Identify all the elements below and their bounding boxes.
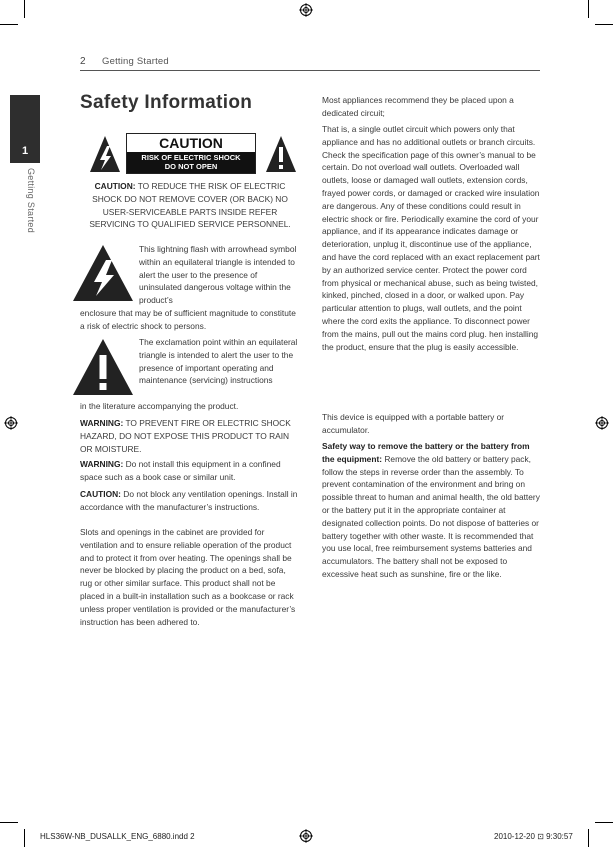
registration-mark-icon [595,416,609,430]
caution-ventilation-lead: CAUTION: [80,489,121,499]
exclamation-description: The exclamation point within an equilateral triangle is intended to alert the user to the presence of important operating and maintenance (servicing) instructions [139,337,298,386]
warning-moisture [80,417,300,455]
dedicated-circuit-intro: Most appliances recommend they be placed upon a dedicated circuit; [322,95,514,118]
footer-timestamp: 2010-12-20 ⊡ 9:30:57 [494,832,573,841]
page-number: 2 [80,56,86,67]
chapter-tab-number: 1 [21,145,29,157]
caution-ventilation [80,488,300,514]
lightning-triangle-icon [72,244,134,302]
section-header: Getting Started [102,56,169,67]
exclamation-triangle-icon [72,338,134,396]
crop-mark [595,822,613,823]
warning-moisture-lead: WARNING: [80,418,124,428]
warning-moisture-text: TO PREVENT FIRE OR ELECTRIC SHOCK HAZARD, DO NOT EXPOSE THIS PRODUCT TO RAIN OR MOISTURE. [80,418,291,454]
crop-mark [24,0,25,18]
header-rule [80,70,540,71]
exclamation-triangle-icon [264,134,298,174]
chapter-tab-label: Getting Started [26,168,36,234]
crop-mark [588,0,589,18]
battery-notice: This device is equipped with a portable battery or accumulator. [322,412,505,435]
battery-removal-text: Remove the old battery or battery pack, follow the steps in reverse order than the assembly. To prevent contamination of the environment and bring on possible threat to human and animal health, the old battery or the battery put it in the appropriate container at designated collection points. Do not dispose of batteries or battery together with other waste. It is recommended that you use local, free reimbursement systems batteries and accumulators. The battery shall not be exposed to excessive heat such as sunshine, fire or the like. [322,453,540,579]
caution-box [126,133,256,174]
caution-subtext [127,152,255,173]
registration-mark-icon [4,416,18,430]
crop-mark [588,829,589,847]
ventilation-paragraph: Slots and openings in the cabinet are provided for ventilation and to ensure reliable operation of the product and to protect it from over heating. The openings shall be never be blocked by placing the product on a bed, sofa, rug or other similar surface. This product shall not be placed in a built-in installation such as a bookcase or rack unless proper ventilation is provided or the manufacturer’s instruction has been adhered to. [80,527,296,627]
caution-caption-lead: CAUTION: [94,181,136,191]
lightning-triangle-icon [88,134,122,174]
caution-caption-text: TO REDUCE THE RISK OF ELECTRIC SHOCK DO NOT REMOVE COVER (OR BACK) NO USER-SERVICEABLE PARTS INSIDE REFER SERVICING TO QUALIFIED SERVICE PERSONNEL. [89,181,291,230]
lightning-description: This lightning flash with arrowhead symbol within an equilateral triangle is intended to alert the user to the presence of uninsulated dangerous voltage within the product’s [139,244,297,306]
registration-mark-icon [299,829,313,843]
caution-label [80,130,300,178]
caution-sub-line1: RISK OF ELECTRIC SHOCK [141,153,241,162]
caution-caption [80,180,300,231]
crop-mark [24,829,25,847]
battery-removal-paragraph [322,440,540,581]
crop-mark [0,24,18,25]
caution-sub-line2: DO NOT OPEN [164,162,218,171]
footer-file-name: HLS36W-NB_DUSALLK_ENG_6880.indd 2 [40,832,195,841]
warning-confined-text: Do not install this equipment in a confined space such as a book case or similar unit. [80,459,281,482]
registration-mark-icon [299,3,313,17]
crop-mark [0,822,18,823]
lightning-description-cont: enclosure that may be of sufficient magnitude to constitute a risk of electric shock to persons. [80,308,296,331]
battery-removal-lead: Safety way to remove the battery or the battery from the equipment: [322,441,530,464]
caution-ventilation-text: Do not block any ventilation openings. Install in accordance with the manufacturer’s instructions. [80,489,298,512]
warning-confined-lead: WARNING: [80,459,124,469]
exclamation-description-cont: in the literature accompanying the product. [80,401,239,411]
caution-heading: CAUTION [127,134,255,152]
dedicated-circuit-paragraph: That is, a single outlet circuit which powers only that appliance and has no additional outlets or branch circuits. Check the specification page of this owner’s manual to be certain. Do not overload wall outlets. Overloaded wall outlets, loose or damaged wall outlets, extension cords, frayed power cords, or damaged or cracked wire insulation are dangerous. Any of these conditions could result in electric shock or fire. Periodically examine the cord of your appliance, and if its appearance indicates damage or deterioration, unplug it, discontinue use of the appliance, and have the cord replaced with an exact replacement part by an authorized service center. Protect the power cord from physical or mechanical abuse, such as being twisted, kinked, pinched, closed in a door, or walked upon. Pay particular attention to plugs, wall outlets, and the point where the cord exits the appliance. To disconnect power from the mains, pull out the mains cord plug. hen installing the product, ensure that the plug is easily accessible. [322,124,540,352]
warning-confined-space [80,458,300,484]
crop-mark [595,24,613,25]
page-title: Safety Information [80,92,253,113]
